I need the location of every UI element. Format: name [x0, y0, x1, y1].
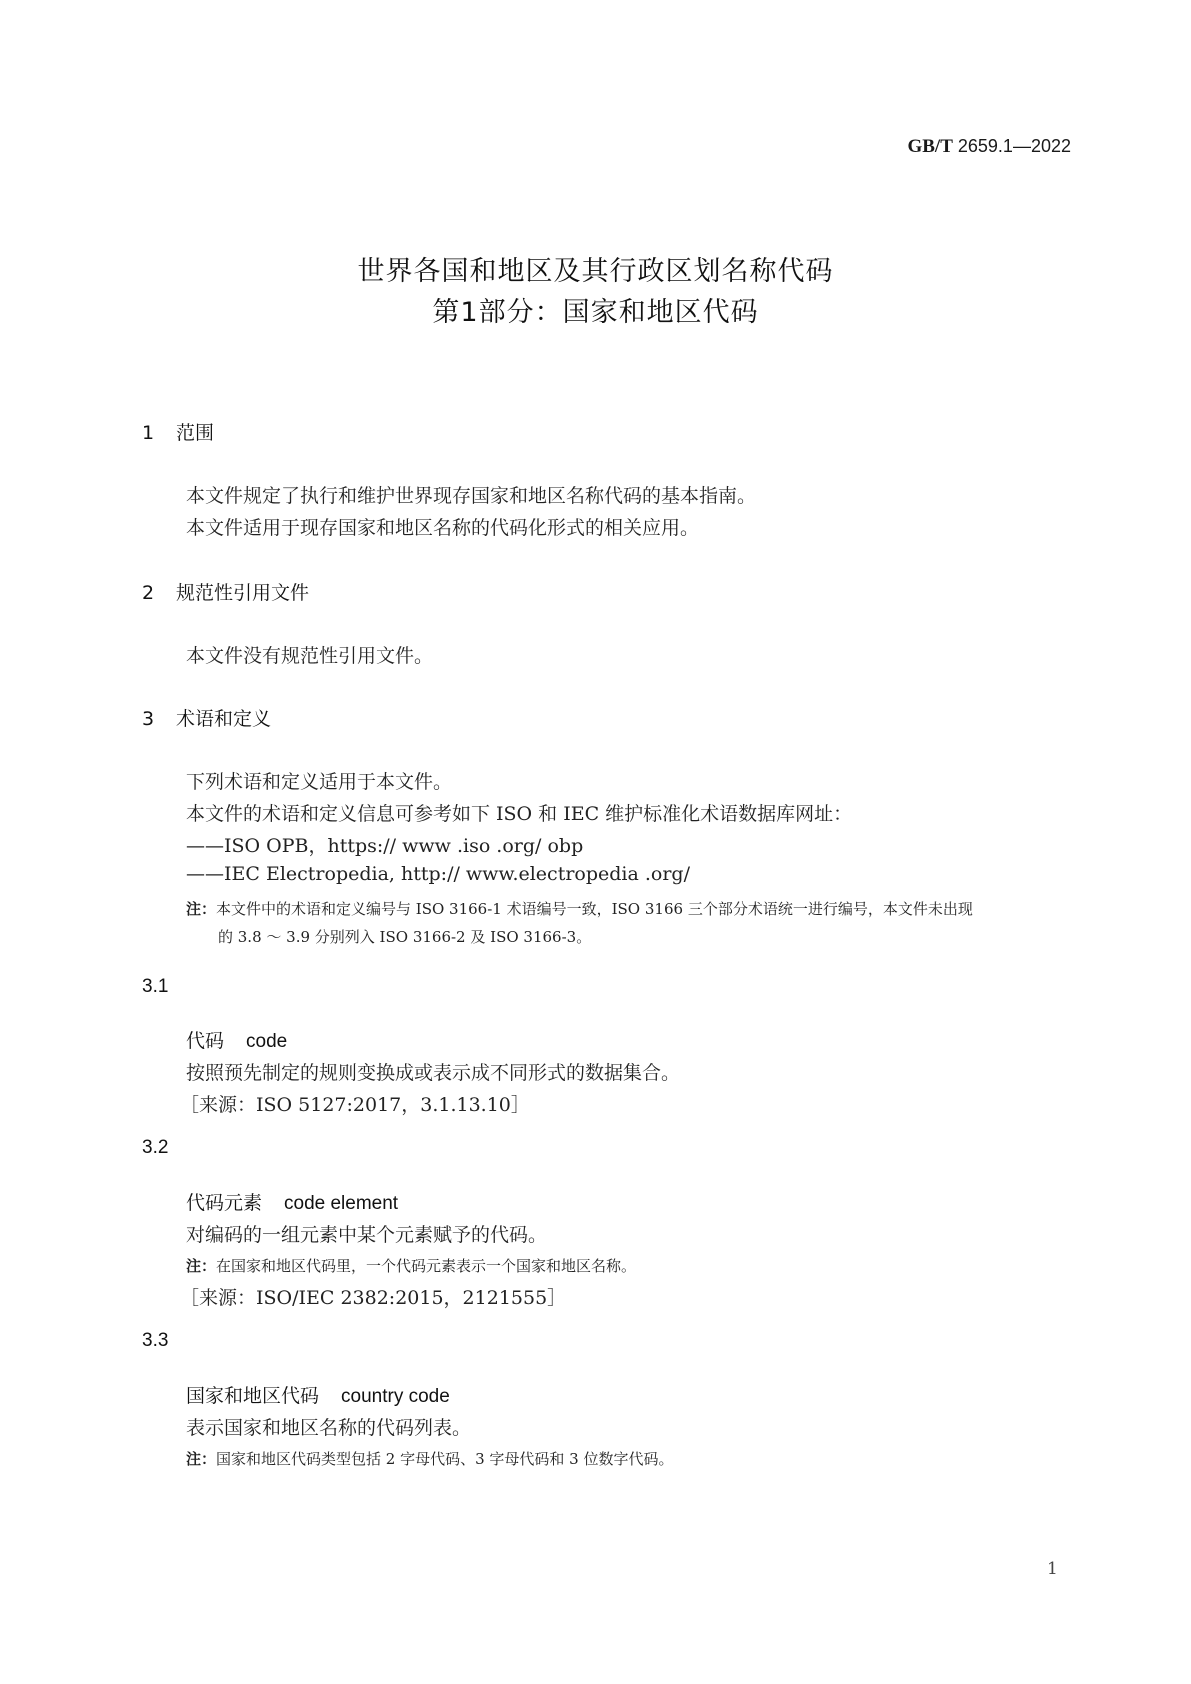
note-text: 国家和地区代码类型包括 2 字母代码、3 字母代码和 3 位数字代码。 [216, 1450, 674, 1468]
clause-number-3-1: 3.1 [142, 976, 169, 997]
term-chinese: 代码元素 [186, 1192, 263, 1214]
section-2-paragraph-1: 本文件没有规范性引用文件。 [186, 645, 434, 667]
document-title-line1: 世界各国和地区及其行政区划名称代码 [357, 256, 834, 287]
section-3-note-continuation: 的 3.8 ～ 3.9 分别列入 ISO 3166-2 及 ISO 3166-3。 [218, 928, 592, 946]
note-label: 注： [186, 1450, 217, 1468]
note-label: 注： [186, 1257, 217, 1275]
section-number: 1 [142, 422, 155, 444]
section-1-heading [142, 418, 214, 445]
term-3-2-definition: 对编码的一组元素中某个元素赋予的代码。 [186, 1224, 548, 1246]
term-3-1-title [186, 1026, 287, 1053]
standard-prefix: GB/T [907, 136, 953, 157]
section-3-note [186, 898, 973, 919]
term-3-3-title [186, 1381, 450, 1408]
section-3-paragraph-2: 本文件的术语和定义信息可参考如下 ISO 和 IEC 维护标准化术语数据库网址： [186, 803, 853, 825]
section-number: 2 [142, 582, 155, 604]
term-3-2-note [186, 1255, 636, 1276]
database-list-item-iec: ——IEC Electropedia, http:// www.electropedia .org/ [186, 863, 690, 885]
term-3-3-definition: 表示国家和地区名称的代码列表。 [186, 1417, 472, 1439]
term-english: code [246, 1031, 288, 1052]
term-chinese: 国家和地区代码 [186, 1385, 320, 1407]
standard-code [907, 136, 1071, 158]
term-3-2-title [186, 1188, 398, 1215]
term-english: code element [284, 1193, 399, 1214]
standard-number: 2659.1—2022 [957, 136, 1071, 156]
section-title: 术语和定义 [176, 708, 272, 730]
term-3-1-definition: 按照预先制定的规则变换成或表示成不同形式的数据集合。 [186, 1062, 681, 1084]
note-text: 在国家和地区代码里，一个代码元素表示一个国家和地区名称。 [216, 1257, 637, 1275]
term-3-3-note [186, 1448, 674, 1469]
section-title: 范围 [176, 422, 215, 444]
term-english: country code [341, 1386, 450, 1407]
document-title-line2: 第1部分：国家和地区代码 [432, 297, 759, 328]
section-1-paragraph-1: 本文件规定了执行和维护世界现存国家和地区名称代码的基本指南。 [186, 485, 757, 507]
section-1-paragraph-2: 本文件适用于现存国家和地区名称的代码化形式的相关应用。 [186, 517, 700, 539]
page-number: 1 [1047, 1559, 1058, 1579]
clause-number-3-2: 3.2 [142, 1137, 169, 1158]
section-title: 规范性引用文件 [176, 582, 310, 604]
term-3-2-source: ［来源：ISO/IEC 2382:2015，2121555］ [180, 1287, 567, 1309]
term-chinese: 代码 [186, 1030, 225, 1052]
note-label: 注： [186, 900, 217, 918]
database-list-item-iso: ——ISO OPB，https:// www .iso .org/ obp [186, 835, 584, 857]
term-3-1-source: ［来源：ISO 5127:2017，3.1.13.10］ [180, 1094, 530, 1116]
clause-number-3-3: 3.3 [142, 1330, 169, 1351]
section-2-heading [142, 578, 309, 605]
section-3-paragraph-1: 下列术语和定义适用于本文件。 [186, 771, 453, 793]
note-text: 本文件中的术语和定义编号与 ISO 3166-1 术语编号一致，ISO 3166 三个部分术语统一进行编号，本文件未出现 [216, 900, 973, 918]
section-3-heading [142, 704, 271, 731]
section-number: 3 [142, 708, 155, 730]
